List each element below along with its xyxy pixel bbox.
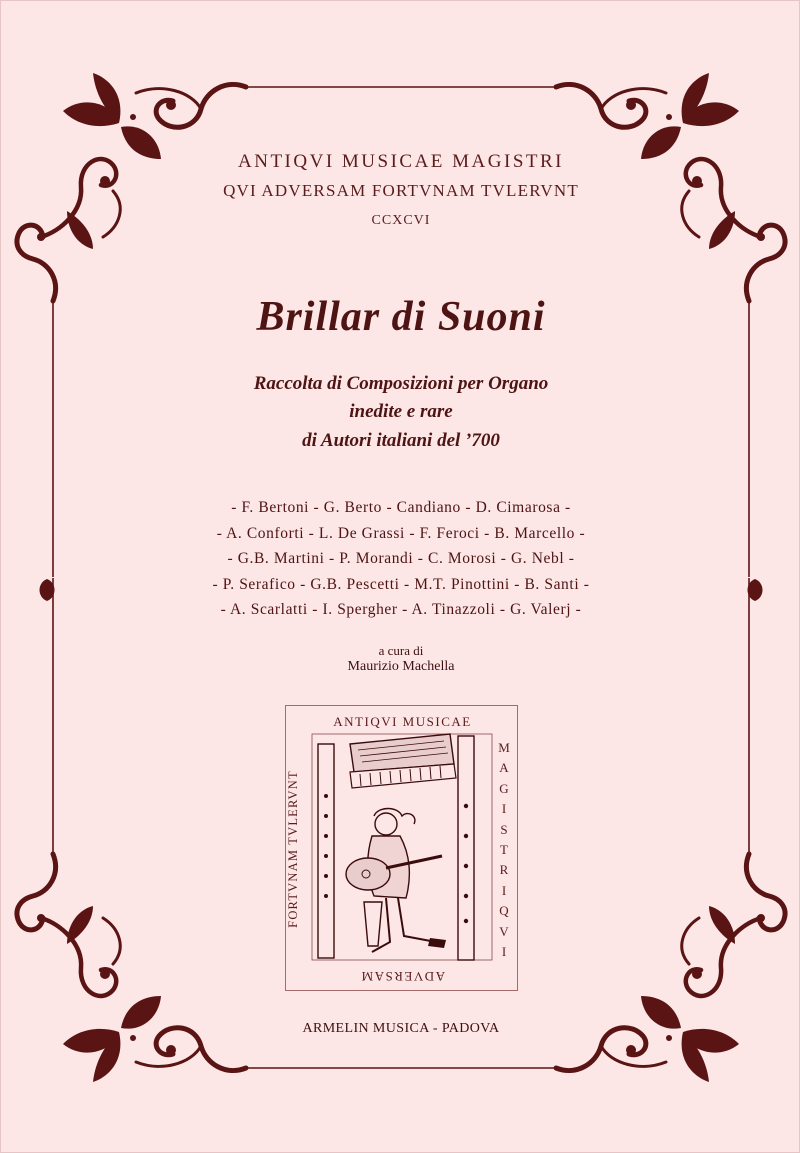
curator-label: a cura di <box>378 643 424 658</box>
emblem-right-letter: G <box>499 780 509 796</box>
series-title: ANTIQVI MUSICAE MAGISTRI <box>238 151 564 172</box>
musician-woodcut-illustration <box>286 706 519 992</box>
emblem-right-letter: I <box>501 801 507 817</box>
publisher-name: ARMELIN MUSICA - PADOVA <box>302 1021 500 1036</box>
composer-line: - A. Conforti - L. De Grassi - F. Feroci - B. Marcello - <box>216 524 586 542</box>
composer-line: - G.B. Martini - P. Morandi - C. Morosi - G. Nebl - <box>227 550 575 567</box>
emblem-right-letter: A <box>499 760 509 776</box>
emblem-right-letter: M <box>498 740 510 755</box>
emblem-right-text <box>495 740 513 960</box>
emblem-right-letter: I <box>501 943 507 959</box>
emblem-bottom-text: ADVERSAM <box>360 969 445 984</box>
composer-list <box>1 495 800 623</box>
book-title: Brillar di Suoni <box>256 294 546 340</box>
series-subtitle: QVI ADVERSAM FORTVNAM TVLERVNT <box>223 181 579 200</box>
subtitle-line-3: di Autori italiani del ’700 <box>302 430 500 451</box>
series-number: CCXCVI <box>371 213 431 228</box>
composer-line: - P. Serafico - G.B. Pescetti - M.T. Pinottini - B. Santi - <box>212 575 590 593</box>
composer-line: - F. Bertoni - G. Berto - Candiano - D. Cimarosa - <box>231 499 571 516</box>
series-emblem <box>285 705 518 991</box>
curator-name: Maurizio Machella <box>347 659 455 674</box>
composer-line: - A. Scarlatti - I. Spergher - A. Tinazzoli - G. Valerj - <box>220 601 582 618</box>
emblem-left-text: FORTVNAM TVLERVNT <box>286 770 300 928</box>
emblem-right-letter: V <box>499 923 509 939</box>
subtitle-line-2: inedite e rare <box>349 401 453 422</box>
emblem-top-text: ANTIQVI MUSICAE <box>333 714 472 729</box>
emblem-right-letter: I <box>501 882 507 898</box>
emblem-right-letter: R <box>499 862 509 878</box>
subtitle-line-1: Raccolta di Composizioni per Organo <box>253 373 549 394</box>
emblem-right-letter: T <box>500 841 508 857</box>
emblem-right-letter: Q <box>499 903 509 919</box>
emblem-right-letter: S <box>500 821 508 837</box>
